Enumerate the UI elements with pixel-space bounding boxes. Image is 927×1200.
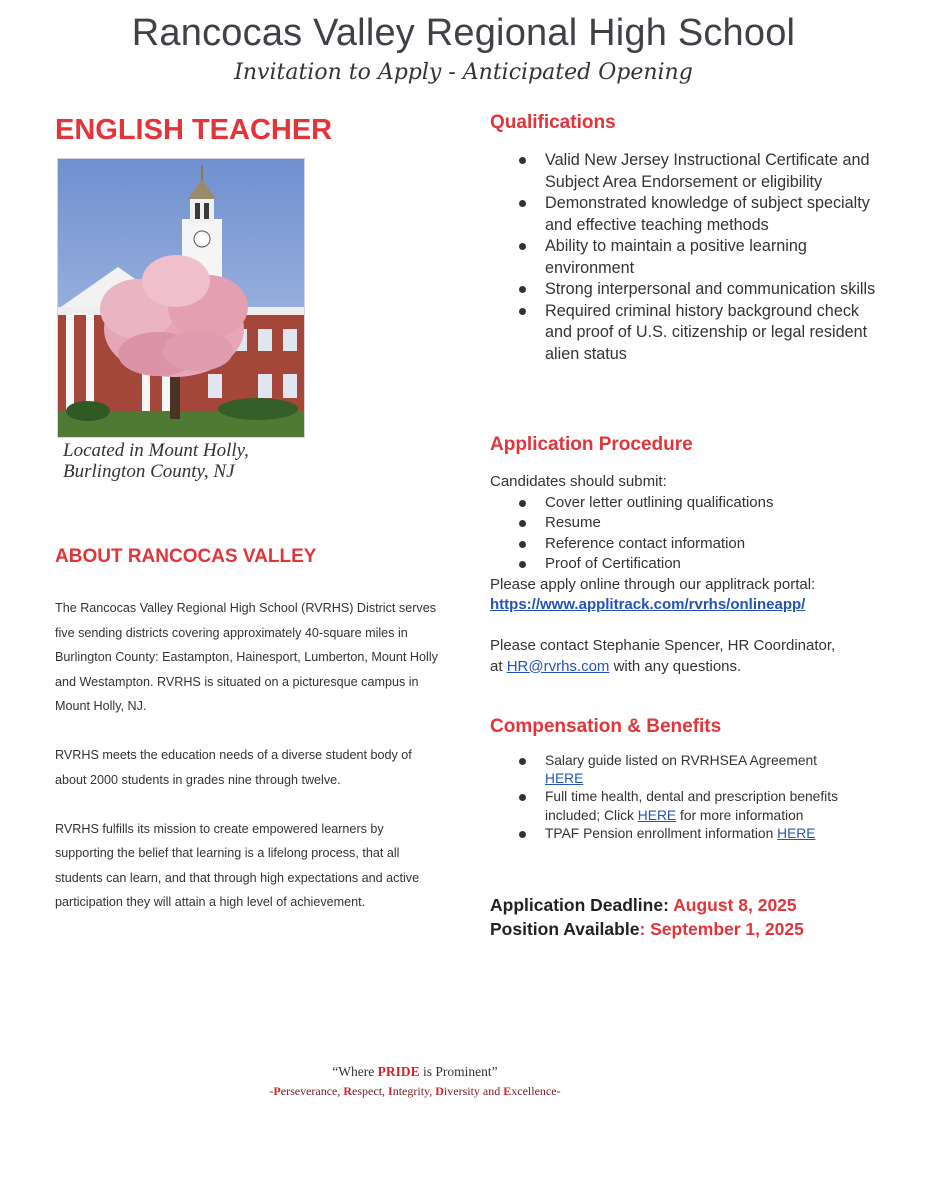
photo-caption: [63, 440, 323, 482]
value-initial: I: [388, 1084, 393, 1098]
list-item: Cover letter outlining qualifications: [490, 493, 890, 514]
list-item: Resume: [490, 513, 890, 534]
available-label: Position Available: [490, 919, 640, 939]
motto-post: is Prominent”: [423, 1064, 498, 1079]
compensation-heading: Compensation & Benefits: [490, 716, 722, 737]
motto-pre: “Where: [332, 1064, 375, 1079]
contact-tail: with any questions.: [613, 657, 742, 675]
job-title: ENGLISH TEACHER: [55, 114, 333, 146]
value-initial: D: [435, 1084, 444, 1098]
benefits-link[interactable]: HERE: [637, 807, 677, 823]
deadline-value: August 8, 2025: [673, 895, 797, 915]
school-name: Rancocas Valley Regional High School: [131, 12, 796, 54]
compensation-list: [490, 752, 880, 843]
flyer-subtitle: Invitation to Apply - Anticipated Opening: [234, 60, 693, 85]
about-paragraph: RVRHS meets the education needs of a diverse student body of about 2000 students in grades nine through twelve.: [55, 748, 412, 787]
application-deadline: [490, 893, 804, 917]
salary-guide-link[interactable]: HERE: [545, 771, 584, 787]
value-rest: xcellence: [511, 1084, 557, 1098]
benefits-tail: for more information: [679, 807, 804, 823]
qualifications-heading: Qualifications: [490, 112, 616, 133]
list-item: Proof of Certification: [490, 554, 890, 575]
benefits-text: Full time health, dental and prescription benefits included; Click: [545, 789, 838, 823]
value-rest: erseverance,: [280, 1084, 344, 1098]
position-available: [490, 917, 804, 941]
deadline-label: Application Deadline:: [490, 895, 669, 915]
applitrack-portal-link[interactable]: https://www.applitrack.com/rvrhs/onlineapp/: [490, 596, 806, 613]
pension-text: TPAF Pension enrollment information: [545, 825, 774, 841]
school-values: -Perseverance, Respect, Integrity, Diversity and Excellence-: [269, 1084, 561, 1098]
list-item: Valid New Jersey Instructional Certificate and Subject Area Endorsement or eligibility: [490, 150, 890, 193]
motto-pride: PRIDE: [377, 1064, 420, 1079]
list-item: Ability to maintain a positive learning environment: [490, 236, 890, 279]
list-item: Required criminal history background check and proof of U.S. citizenship or legal resident alien status: [490, 301, 890, 366]
procedure-block: [490, 472, 890, 677]
about-paragraph: The Rancocas Valley Regional High School (RVRHS) District serves five sending districts covering approximately 40-square miles in Burlington County: Eastampton, Hainesport, Lumberton, Mount Holly and Westampton. RVRHS is situated on a picturesque campus in Mount Holly, NJ.: [55, 601, 438, 713]
value-rest: ntegrity,: [392, 1084, 436, 1098]
salary-guide-text: Salary guide listed on RVRHSEA Agreement: [545, 753, 818, 768]
procedure-list: [490, 493, 890, 575]
pension-link[interactable]: HERE: [777, 825, 816, 841]
value-initial: P: [273, 1084, 281, 1098]
list-item: Demonstrated knowledge of subject specialty and effective teaching methods: [490, 193, 890, 236]
value-rest: iversity and: [443, 1084, 504, 1098]
contact-at: at: [490, 657, 503, 675]
list-item: [490, 825, 880, 843]
hr-email-link[interactable]: HR@rvrhs.com: [506, 657, 610, 675]
about-paragraph: RVRHS fulfills its mission to create empowered learners by supporting the belief that learning is a lifelong process, that all students can learn, and that through high expectations and active participation they will attain a high level of achievement.: [55, 821, 420, 909]
value-rest: espect,: [352, 1084, 389, 1098]
about-heading: ABOUT RANCOCAS VALLEY: [55, 546, 317, 567]
value-initial: E: [503, 1084, 512, 1098]
caption-line-1: Located in Mount Holly,: [63, 440, 249, 461]
qualifications-list: [490, 150, 890, 365]
list-item: Reference contact information: [490, 534, 890, 555]
available-value: : September 1, 2025: [639, 919, 804, 939]
motto: [0, 1064, 830, 1080]
about-body: [55, 596, 445, 939]
apply-text: Please apply online through our applitrack portal:: [490, 575, 816, 593]
list-item: [490, 752, 880, 788]
deadlines: [490, 893, 804, 941]
procedure-heading: Application Procedure: [490, 434, 693, 455]
school-building-photo: [57, 158, 305, 438]
list-item: [490, 788, 880, 824]
procedure-intro: Candidates should submit:: [490, 473, 667, 490]
list-item: Strong interpersonal and communication skills: [490, 279, 890, 301]
contact-text: Please contact Stephanie Spencer, HR Coordinator,: [490, 637, 836, 654]
value-initial: R: [343, 1084, 353, 1098]
caption-line-2: Burlington County, NJ: [63, 461, 235, 482]
